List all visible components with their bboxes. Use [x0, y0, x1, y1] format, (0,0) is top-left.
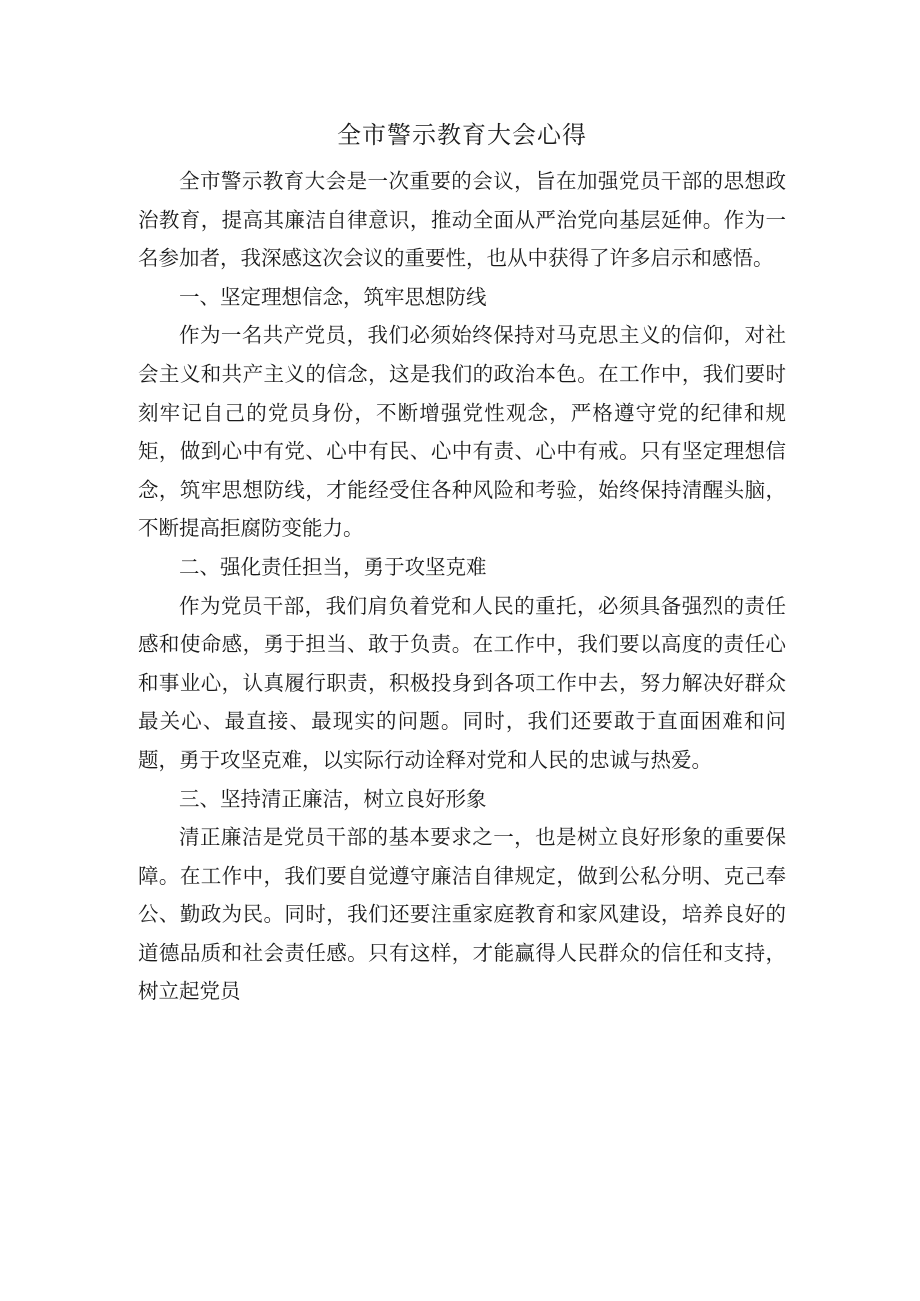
- document-page: [138, 112, 786, 1011]
- section-paragraph-3: 清正廉洁是党员干部的基本要求之一，也是树立良好形象的重要保障。在工作中，我们要自觉遵守廉洁自律规定，做到公私分明、克己奉公、勤政为民。同时，我们还要注重家庭教育和家风建设，培养良好的道德品质和社会责任感。只有这样，才能赢得人民群众的信任和支持，树立起党员: [138, 825, 786, 1004]
- document-title: 全市警示教育大会心得: [337, 121, 587, 149]
- section-heading-1: 一、坚定理想信念，筑牢思想防线: [179, 284, 487, 309]
- intro-paragraph: 全市警示教育大会是一次重要的会议，旨在加强党员干部的思想政治教育，提高其廉洁自律意识，推动全面从严治党向基层延伸。作为一名参加者，我深感这次会议的重要性，也从中获得了许多启示和感悟。: [138, 169, 786, 271]
- section-heading-3: 三、坚持清正廉洁，树立良好形象: [179, 786, 487, 811]
- section-paragraph-1: 作为一名共产党员，我们必须始终保持对马克思主义的信仰，对社会主义和共产主义的信念，这是我们的政治本色。在工作中，我们要时刻牢记自己的党员身份，不断增强党性观念，严格遵守党的纪律和规矩，做到心中有党、心中有民、心中有责、心中有戒。只有坚定理想信念，筑牢思想防线，才能经受住各种风险和考验，始终保持清醒头脑，不断提高拒腐防变能力。: [138, 323, 786, 541]
- section-heading-2: 二、强化责任担当，勇于攻坚克难: [179, 554, 487, 579]
- section-paragraph-2: 作为党员干部，我们肩负着党和人民的重托，必须具备强烈的责任感和使命感，勇于担当、敢于负责。在工作中，我们要以高度的责任心和事业心，认真履行职责，积极投身到各项工作中去，努力解决好群众最关心、最直接、最现实的问题。同时，我们还要敢于直面困难和问题，勇于攻坚克难，以实际行动诠释对党和人民的忠诚与热爱。: [138, 593, 786, 772]
